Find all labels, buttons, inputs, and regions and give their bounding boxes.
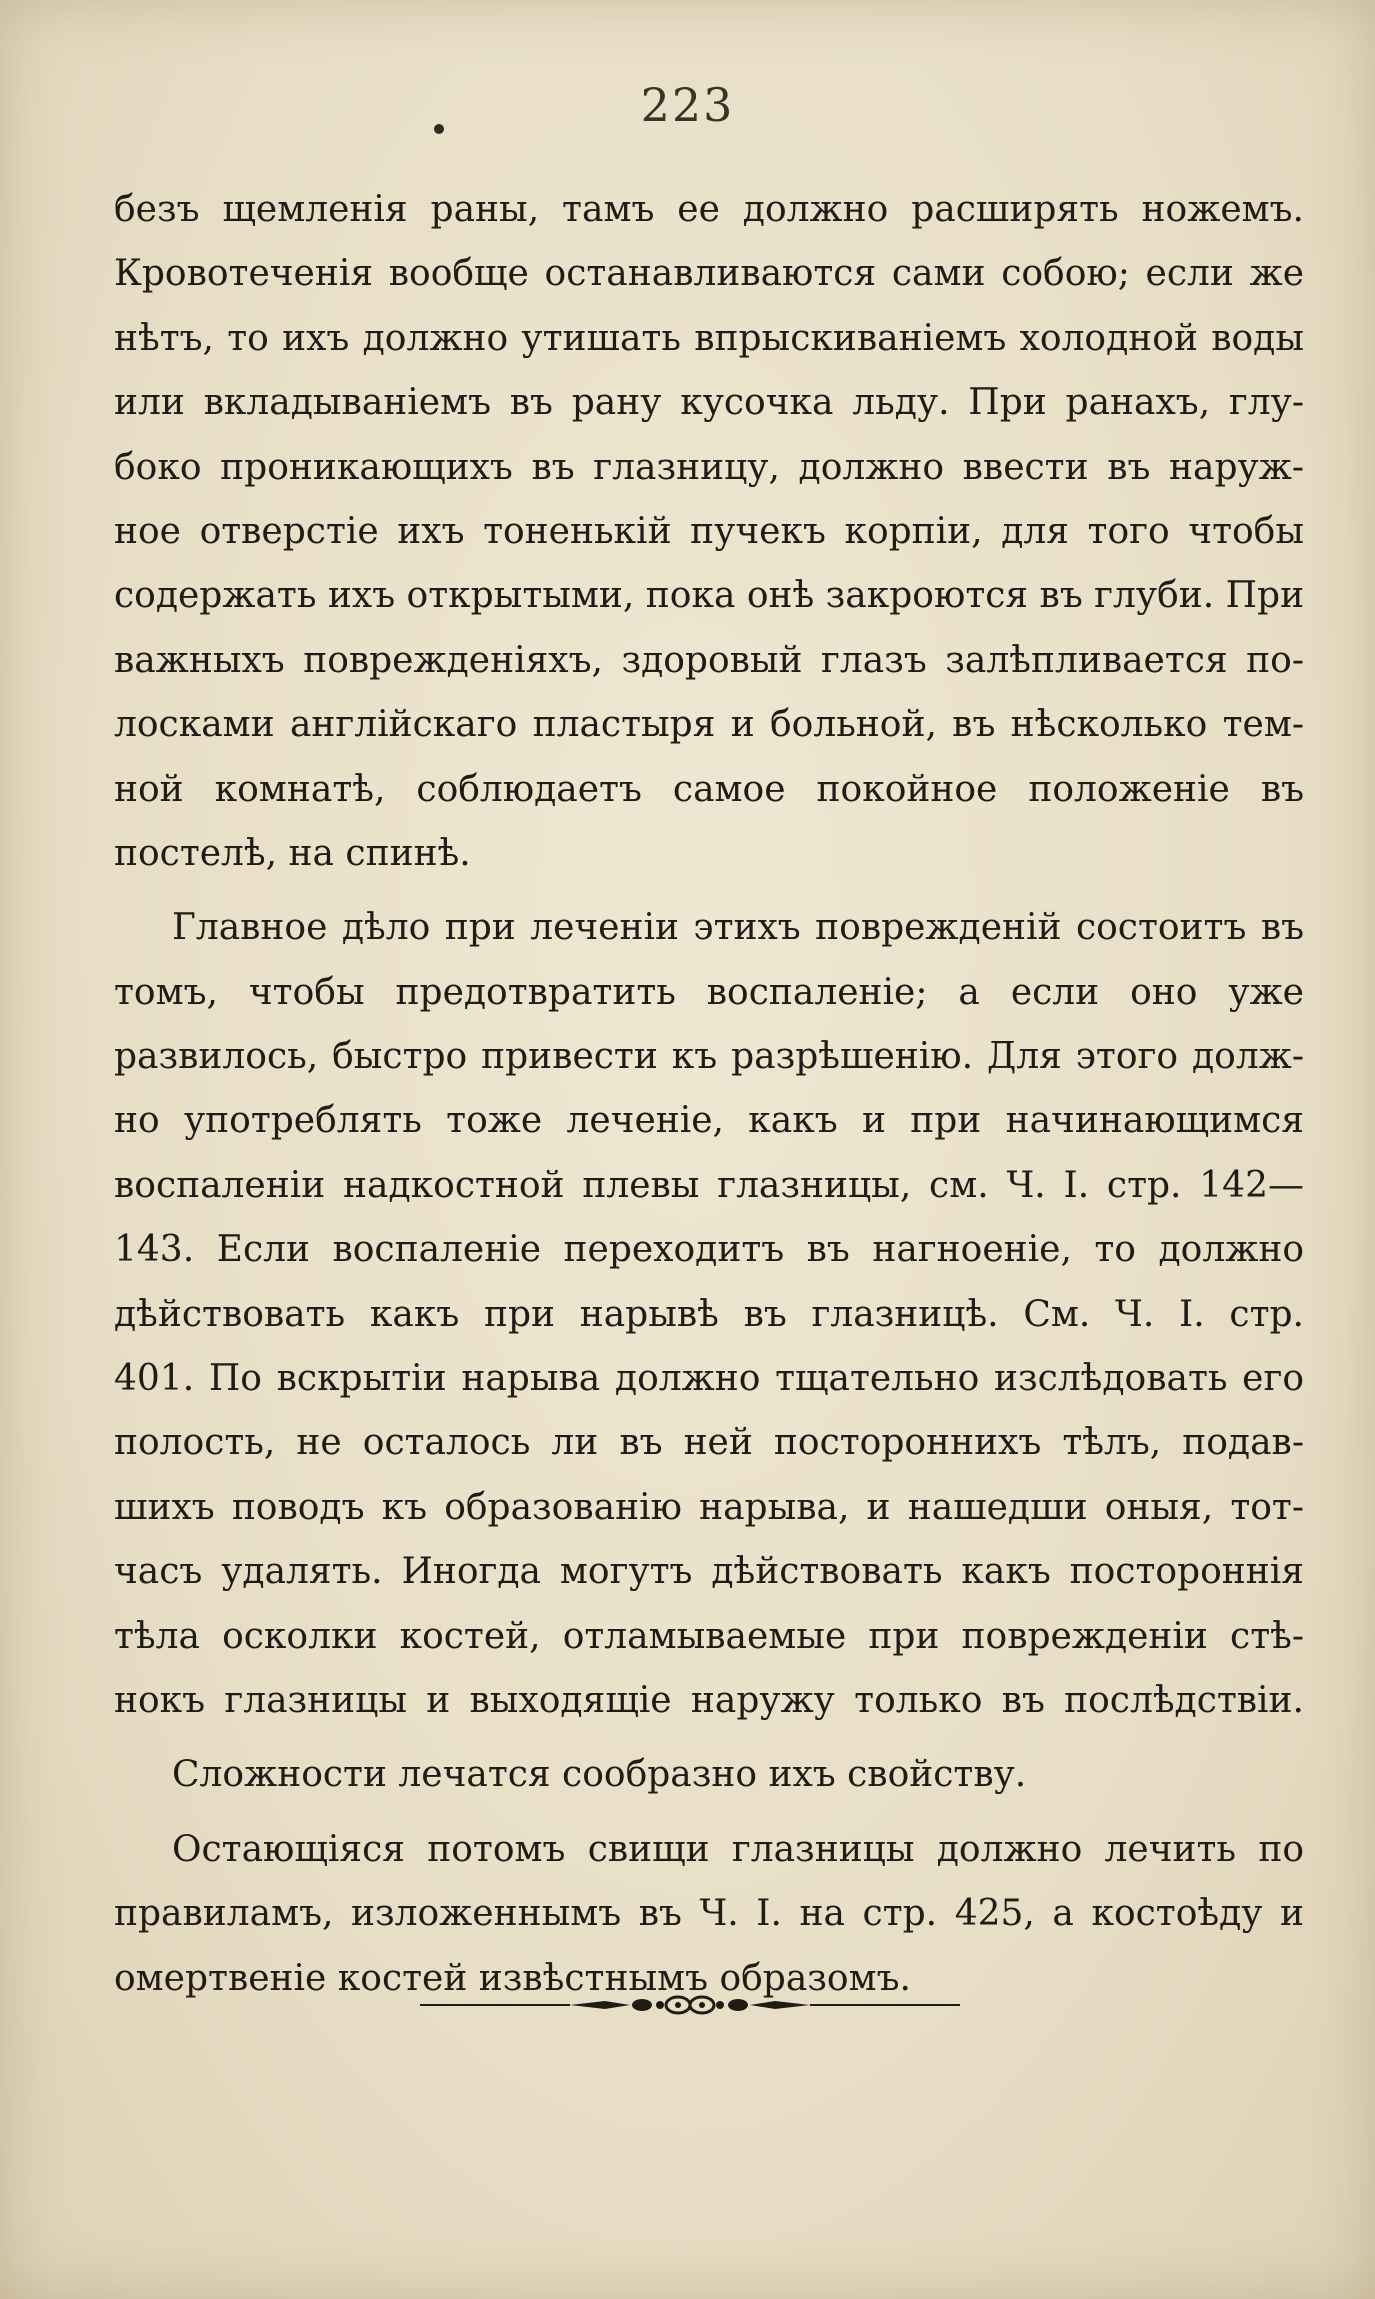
page-number: 223 bbox=[640, 78, 735, 132]
text-line: тѣла осколки костей, отламываемые при поврежденіи стѣ- bbox=[114, 1615, 1304, 1657]
ornament-divider-icon bbox=[420, 1985, 960, 2025]
text-line: но употреблять тоже леченіе, какъ и при начинающимся bbox=[114, 1100, 1304, 1142]
text-line: ной комнатѣ, соблюдаетъ самое покойное положеніе въ bbox=[114, 768, 1304, 810]
text-line: содержать ихъ открытыми, пока онѣ закроются въ глуби. При bbox=[114, 575, 1305, 617]
text-line: 143. Если воспаленіе переходитъ въ нагноеніе, то должно bbox=[114, 1229, 1304, 1271]
text-line: Главное дѣло при леченіи этихъ поврежденій состоитъ въ bbox=[172, 907, 1304, 949]
text-line: шихъ поводъ къ образованію нарыва, и нашедши оныя, тот- bbox=[114, 1486, 1304, 1528]
text-line: развилось, быстро привести къ разрѣшенію. Для этого долж- bbox=[114, 1036, 1304, 1078]
text-line: омертвеніе костей извѣстнымъ образомъ. bbox=[114, 1957, 911, 1999]
text-line: правиламъ, изложеннымъ въ Ч. I. на стр. 425, а костоѣду и bbox=[114, 1893, 1304, 1935]
text-line: или вкладываніемъ въ рану кусочка льду. При ранахъ, глу- bbox=[114, 382, 1304, 424]
text-line: важныхъ поврежденіяхъ, здоровый глазъ залѣпливается по- bbox=[114, 639, 1304, 681]
text-line: нокъ глазницы и выходящіе наружу только въ послѣдствіи. bbox=[114, 1679, 1304, 1721]
text-line: лосками англійскаго пластыря и больной, въ нѣсколько тем- bbox=[114, 704, 1304, 746]
ink-dot-mark bbox=[434, 124, 444, 134]
text-line: постелѣ, на спинѣ. bbox=[114, 832, 471, 874]
text-line: ное отверстіе ихъ тоненькій пучекъ корпіи, для того чтобы bbox=[114, 510, 1304, 552]
text-line: Сложности лечатся сообразно ихъ свойству. bbox=[172, 1754, 1027, 1796]
text-line: томъ, чтобы предотвратить воспаленіе; а если оно уже bbox=[114, 971, 1304, 1013]
text-line: воспаленіи надкостной плевы глазницы, см. Ч. I. стр. 142— bbox=[114, 1164, 1304, 1206]
text-line: боко проникающихъ въ глазницу, должно ввести въ наруж- bbox=[114, 446, 1304, 488]
text-line: дѣйствовать какъ при нарывѣ въ глазницѣ. См. Ч. I. стр. bbox=[114, 1293, 1304, 1335]
text-line: Остающіяся потомъ свищи глазницы должно лечить по bbox=[172, 1828, 1304, 1870]
text-line: 401. По вскрытіи нарыва должно тщательно изслѣдовать его bbox=[114, 1358, 1304, 1400]
text-line: часъ удалять. Иногда могутъ дѣйствовать какъ постороннія bbox=[114, 1551, 1304, 1593]
text-line: безъ щемленія раны, тамъ ее должно расширять ножемъ. bbox=[114, 189, 1304, 230]
text-line: полость, не осталось ли въ ней постороннихъ тѣлъ, подав- bbox=[114, 1422, 1304, 1464]
body-text bbox=[114, 178, 1304, 2011]
text-line: Кровотеченія вообще останавливаются сами собою; если же bbox=[114, 253, 1304, 295]
text-line: нѣтъ, то ихъ должно утишать впрыскиваніемъ холодной воды bbox=[114, 317, 1304, 359]
